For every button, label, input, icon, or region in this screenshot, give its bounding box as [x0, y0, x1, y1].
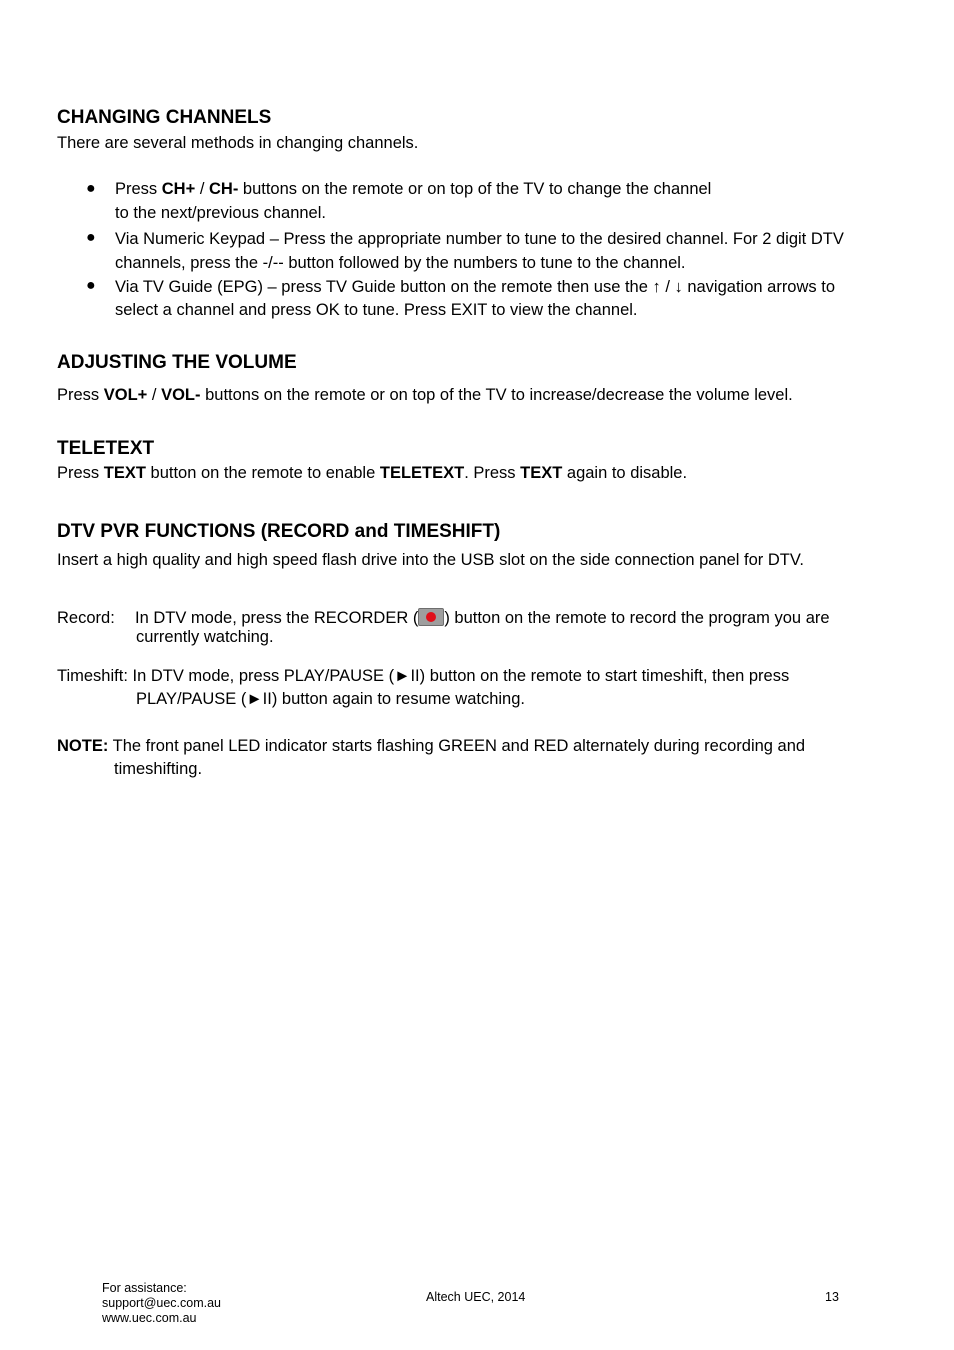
record-button-icon [418, 608, 444, 626]
record-line-2: currently watching. [136, 628, 274, 646]
note-line-1 [57, 735, 805, 758]
volume-paragraph [57, 384, 793, 407]
text-run: / [147, 386, 162, 404]
footer-assist-label: For assistance: [102, 1281, 187, 1295]
bullet-icon: ● [86, 180, 96, 197]
text-run: buttons on the remote or on top of the TV to change the channel [238, 180, 712, 198]
text-run: / [195, 180, 209, 198]
timeshift-line-2: PLAY/PAUSE (►II) button again to resume watching. [136, 690, 525, 708]
footer-email: support@uec.com.au [102, 1296, 222, 1310]
text-run: In DTV mode, press the RECORDER ( [135, 609, 419, 627]
down-arrow-icon: ↓ [674, 278, 683, 296]
teletext-heading: TELETEXT [57, 438, 155, 459]
pvr-intro: Insert a high quality and high speed flash drive into the USB slot on the side connection panel for DTV. [57, 551, 804, 569]
teletext-paragraph [57, 462, 687, 485]
footer-website: www.uec.com.au [102, 1311, 197, 1325]
bullet-icon: ● [86, 277, 96, 294]
bullet-2-line-2: channels, press the -/-- button followed by the numbers to tune to the channel. [115, 254, 686, 272]
page-number: 13 [825, 1290, 839, 1304]
timeshift-line-1: Timeshift: In DTV mode, press PLAY/PAUSE (►II) button on the remote to start timeshift, then press [57, 667, 790, 685]
text-run: ) button on the remote to record the program you are [444, 609, 830, 627]
ch-plus-label: CH+ [161, 180, 196, 198]
bullet-3-line-1 [115, 276, 835, 299]
text-run: Via TV Guide (EPG) – press TV Guide button on the remote then use the [115, 278, 653, 296]
vol-minus-label: VOL- [161, 386, 201, 404]
note-label: NOTE: [57, 737, 109, 755]
changing-channels-heading: CHANGING CHANNELS [57, 107, 272, 128]
bullet-1-line-2: to the next/previous channel. [115, 204, 326, 222]
bullet-icon: ● [86, 229, 96, 246]
text-run: The front panel LED indicator starts flashing GREEN and RED alternately during recording and [108, 737, 806, 755]
vol-plus-label: VOL+ [103, 386, 148, 404]
note-line-2: timeshifting. [114, 760, 203, 778]
teletext-label: TELETEXT [379, 464, 465, 482]
bullet-1-line-1 [115, 178, 711, 201]
text-run: Press [115, 180, 162, 198]
text-run: again to disable. [562, 464, 688, 482]
record-label: Record: [57, 609, 115, 627]
bullet-2-line-1: Via Numeric Keypad – Press the appropriate number to tune to the desired channel. For 2 digit DTV [115, 230, 844, 248]
pvr-functions-heading: DTV PVR FUNCTIONS (RECORD and TIMESHIFT) [57, 521, 501, 542]
text-run: navigation arrows to [682, 278, 835, 296]
text-key-label: TEXT [520, 464, 563, 482]
bullet-3-line-2: select a channel and press OK to tune. Press EXIT to view the channel. [115, 301, 638, 319]
text-key-label: TEXT [103, 464, 146, 482]
adjusting-volume-heading: ADJUSTING THE VOLUME [57, 352, 297, 373]
text-run: button on the remote to enable [145, 464, 380, 482]
footer-company: Altech UEC, 2014 [426, 1290, 526, 1304]
text-run: . Press [464, 464, 521, 482]
changing-channels-intro: There are several methods in changing channels. [57, 134, 419, 152]
up-arrow-icon: ↑ [652, 278, 661, 296]
footer-assistance [102, 1281, 221, 1326]
text-run: / [660, 278, 675, 296]
text-run: buttons on the remote or on top of the TV to increase/decrease the volume level. [200, 386, 793, 404]
text-run: Press [57, 464, 104, 482]
ch-minus-label: CH- [209, 180, 239, 198]
text-run: Press [57, 386, 104, 404]
